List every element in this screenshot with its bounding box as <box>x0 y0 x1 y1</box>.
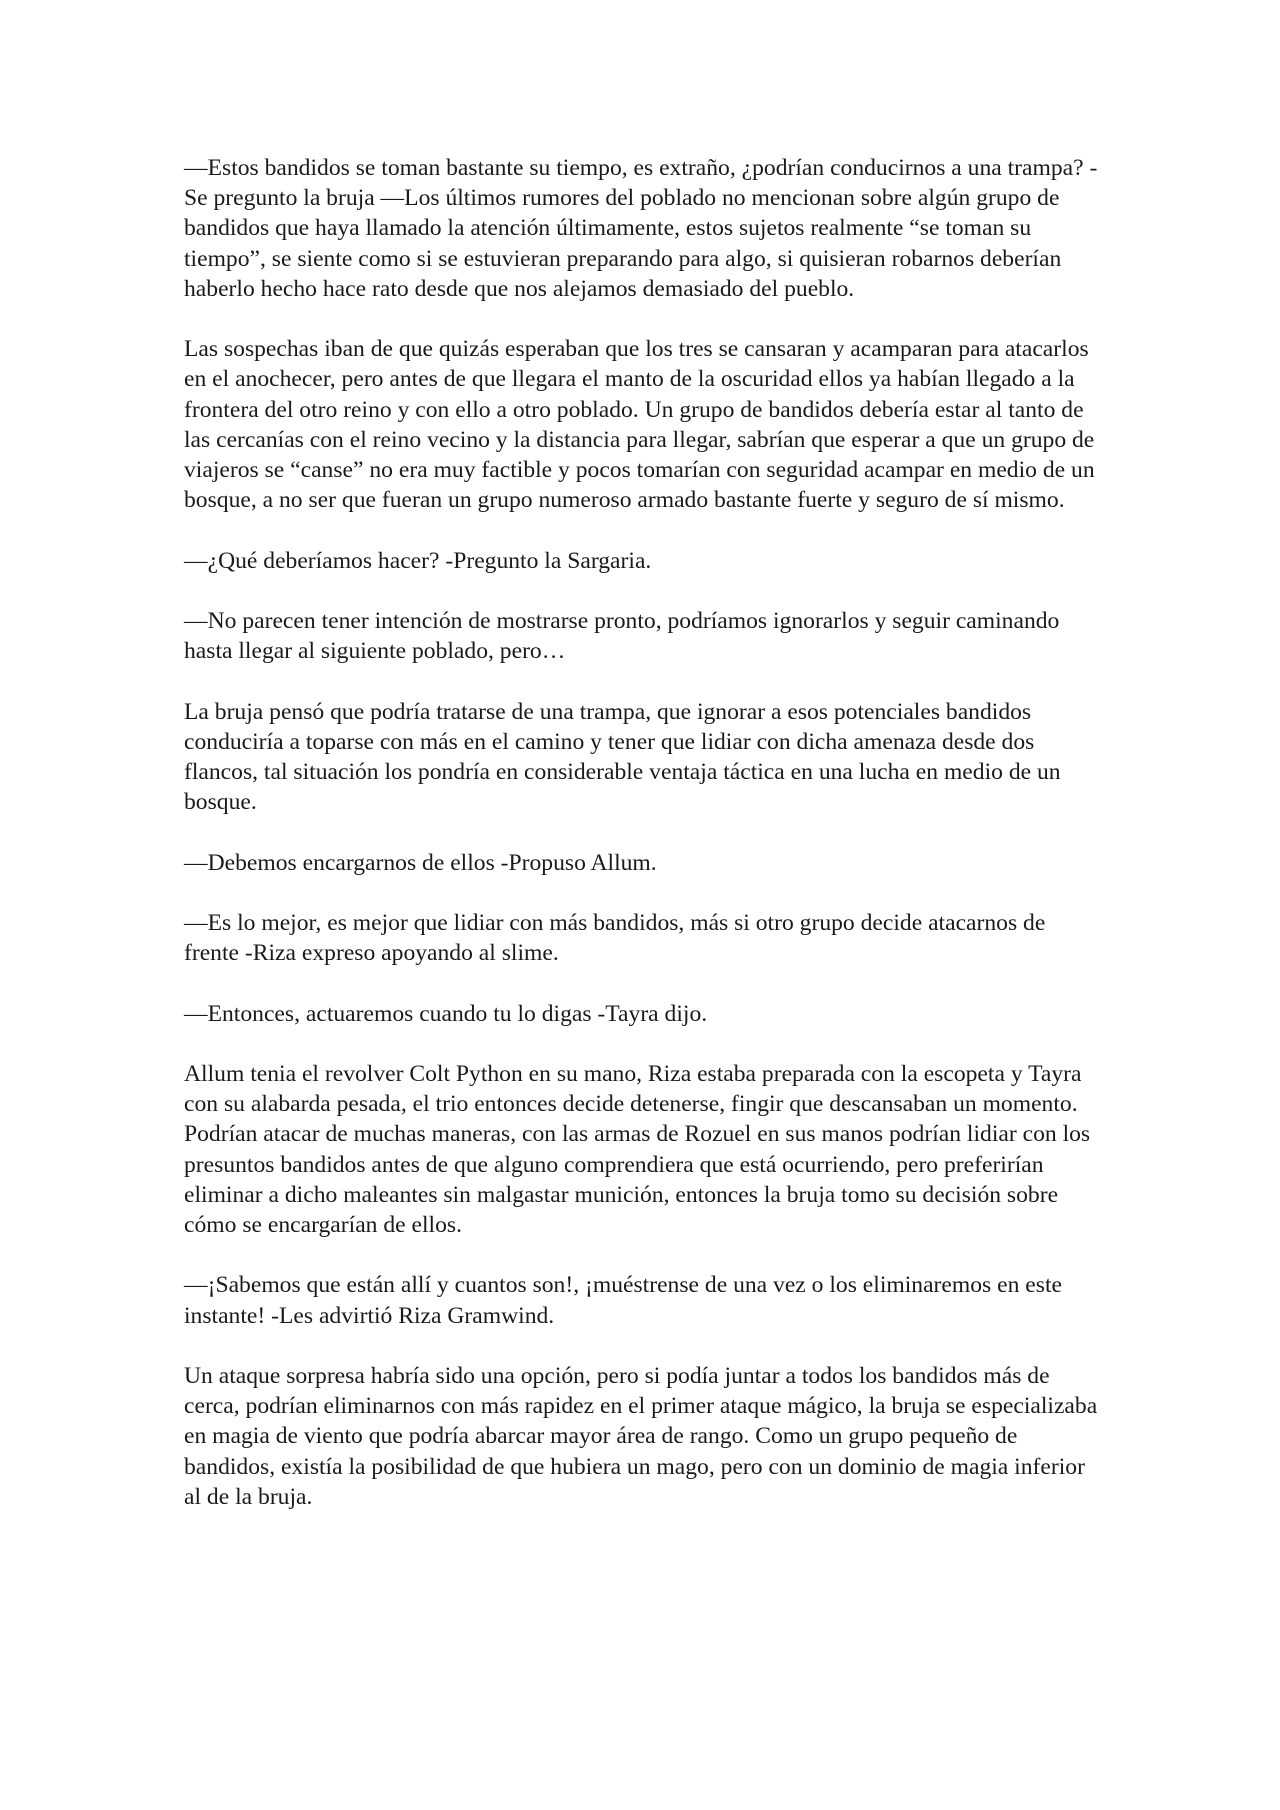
paragraph: —Es lo mejor, es mejor que lidiar con más bandidos, más si otro grupo decide atacarnos de frente -Riza expreso apoyando al slime. <box>184 909 1046 967</box>
paragraph: La bruja pensó que podría tratarse de una trampa, que ignorar a esos potenciales bandidos conduciría a toparse con más en el camino y tener que lidiar con dicha amenaza desde dos flancos, tal situación los pondría en considerable ventaja táctica en una lucha en medio de un bosque. <box>184 698 1061 816</box>
paragraph: —No parecen tener intención de mostrarse pronto, podríamos ignorarlos y seguir caminando hasta llegar al siguiente poblado, pero… <box>184 608 1060 665</box>
paragraph: —Estos bandidos se toman bastante su tiempo, es extraño, ¿podrían conducirnos a una trampa? -Se pregunto la bruja —Los últimos rumores del poblado no mencionan sobre algún grupo de bandidos que haya llamado la atención últimamente, estos sujetos realmente “se toman su tiempo”, se siente como si se estuvieran preparando para algo, si quisieran robarnos deberían haberlo hecho hace rato desde que nos alejamos demasiado del pueblo. <box>184 155 1098 302</box>
paragraph: —Entonces, actuaremos cuando tu lo digas -Tayra dijo. <box>184 1000 708 1027</box>
body-text <box>184 153 1104 1512</box>
paragraph: Un ataque sorpresa habría sido una opción, pero si podía juntar a todos los bandidos más de cerca, podrían eliminarnos con más rapidez en el primer ataque mágico, la bruja se especializaba en magia de viento que podría abarcar mayor área de rango. Como un grupo pequeño de bandidos, existía la posibilidad de que hubiera un mago, pero con un dominio de magia inferior al de la bruja. <box>184 1362 1098 1510</box>
paragraph: —¡Sabemos que están allí y cuantos son!, ¡muéstrense de una vez o los eliminaremos en este instante! -Les advirtió Riza Gramwind. <box>184 1272 1062 1329</box>
paragraph: Las sospechas iban de que quizás esperaban que los tres se cansaran y acamparan para atacarlos en el anochecer, pero antes de que llegara el manto de la oscuridad ellos ya habían llegado a la frontera del otro reino y con ello a otro poblado. Un grupo de bandidos debería estar al tanto de las cercanías con el reino vecino y la distancia para llegar, sabrían que esperar a que un grupo de viajeros se “canse” no era muy factible y pocos tomarían con seguridad acampar en medio de un bosque, a no ser que fueran un grupo numeroso armado bastante fuerte y seguro de sí mismo. <box>184 336 1095 514</box>
paragraph: Allum tenia el revolver Colt Python en su mano, Riza estaba preparada con la escopeta y Tayra con su alabarda pesada, el trio entonces decide detenerse, fingir que descansaban un momento. Podrían atacar de muchas maneras, con las armas de Rozuel en sus manos podrían lidiar con los presuntos bandidos antes de que alguno comprendiera que está ocurriendo, pero preferirían eliminar a dicho maleantes sin malgastar munición, entonces la bruja tomo su decisión sobre cómo se encargarían de ellos. <box>184 1060 1091 1238</box>
paragraph: —¿Qué deberíamos hacer? -Pregunto la Sargaria. <box>184 547 652 574</box>
paragraph: —Debemos encargarnos de ellos -Propuso Allum. <box>184 849 657 876</box>
